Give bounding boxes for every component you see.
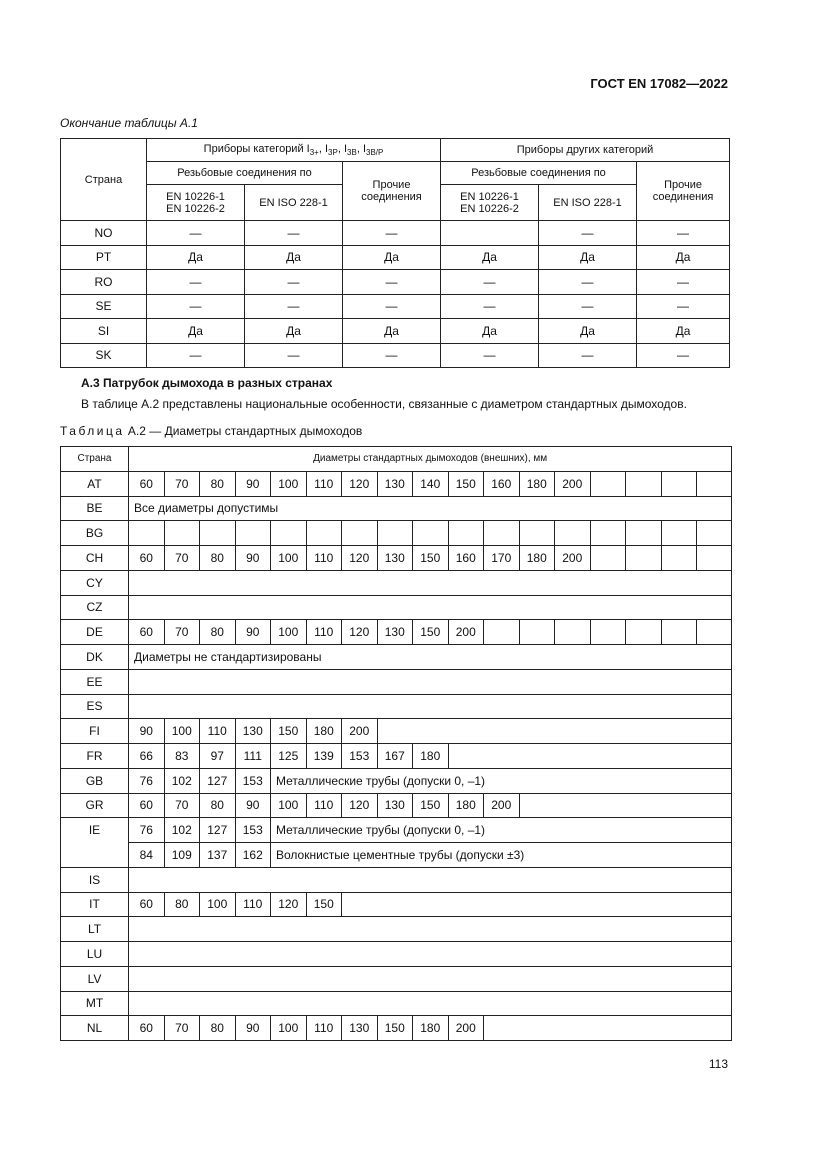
diameter-cell: 150: [413, 620, 449, 645]
diameter-cell: 111: [235, 744, 271, 769]
group1-categories: $I_{3+}$, $I_{3P}$, $I_{3B}$, $I_{3B/P}$: [306, 142, 384, 158]
diameter-cell: 200: [484, 793, 520, 818]
diameter-cell: 110: [306, 620, 342, 645]
value-cell: —: [245, 343, 343, 368]
diameter-cell: 70: [164, 620, 200, 645]
table-a2: [60, 446, 732, 1041]
note-cell: Волокнистые цементные трубы (допуски ±3): [271, 843, 732, 868]
empty-cell: [519, 793, 732, 818]
empty-cell: [626, 546, 662, 571]
diameter-cell: 102: [164, 768, 200, 793]
standard-header: EN 10226-1 EN 10226-2: [441, 185, 539, 221]
diameter-cell: 70: [164, 793, 200, 818]
diameter-cell: 130: [235, 719, 271, 744]
value-cell: Да: [441, 245, 539, 270]
table-row: [61, 546, 732, 571]
diameter-cell: 110: [306, 546, 342, 571]
diameter-cell: 60: [129, 892, 165, 917]
diameter-cell: 76: [129, 768, 165, 793]
diameter-cell: 130: [377, 546, 413, 571]
group1-header: Приборы категорий $I_{3+}$, $I_{3P}$, $I_{3B}$, $I_{3B/P}$: [147, 139, 441, 162]
country-cell: LV: [61, 966, 129, 991]
diameter-cell: 100: [200, 892, 236, 917]
empty-cell: [484, 521, 520, 546]
country-cell: CH: [61, 546, 129, 571]
value-cell: Да: [539, 245, 637, 270]
diameter-cell: 150: [413, 546, 449, 571]
country-cell: LU: [61, 942, 129, 967]
diameter-cell: 66: [129, 744, 165, 769]
empty-cell: [200, 521, 236, 546]
other-connections-header: Прочие соединения: [637, 162, 730, 221]
country-cell: IT: [61, 892, 129, 917]
value-cell: Да: [245, 245, 343, 270]
diameter-cell: 120: [271, 892, 307, 917]
empty-cell: [129, 669, 732, 694]
diameter-cell: 200: [448, 1016, 484, 1041]
standard-header: EN ISO 228-1: [245, 185, 343, 221]
diameter-cell: 110: [306, 471, 342, 496]
diameter-cell: 180: [306, 719, 342, 744]
table-row: [61, 319, 730, 344]
diameter-cell: 125: [271, 744, 307, 769]
table-row: [61, 343, 730, 368]
text-cell: Диаметры не стандартизированы: [129, 645, 732, 670]
diameter-cell: 150: [271, 719, 307, 744]
table-row: [61, 669, 732, 694]
diameter-cell: 80: [164, 892, 200, 917]
country-header: Страна: [61, 447, 129, 472]
value-cell: —: [343, 294, 441, 319]
diameter-cell: 150: [306, 892, 342, 917]
empty-cell: [164, 521, 200, 546]
diameter-cell: 150: [377, 1016, 413, 1041]
diameter-cell: 127: [200, 818, 236, 843]
country-cell: SI: [61, 319, 147, 344]
diameter-cell: 70: [164, 1016, 200, 1041]
empty-cell: [235, 521, 271, 546]
country-cell: FR: [61, 744, 129, 769]
diameter-cell: 140: [413, 471, 449, 496]
value-cell: —: [637, 270, 730, 295]
empty-cell: [661, 521, 697, 546]
diameter-cell: 180: [413, 1016, 449, 1041]
country-cell: RO: [61, 270, 147, 295]
country-cell: DE: [61, 620, 129, 645]
table-row: [61, 620, 732, 645]
empty-cell: [555, 620, 591, 645]
table-row: [61, 917, 732, 942]
value-cell: —: [539, 343, 637, 368]
diameter-cell: 90: [235, 471, 271, 496]
empty-cell: [697, 546, 732, 571]
value-cell: —: [539, 270, 637, 295]
diameter-cell: 100: [271, 546, 307, 571]
table-row: [61, 966, 732, 991]
country-cell: SK: [61, 343, 147, 368]
value-cell: Да: [637, 245, 730, 270]
other-connections-header: Прочие соединения: [343, 162, 441, 221]
diameter-cell: 90: [235, 546, 271, 571]
diameter-cell: 110: [306, 1016, 342, 1041]
diameter-cell: 180: [519, 546, 555, 571]
empty-cell: [484, 1016, 732, 1041]
country-cell: EE: [61, 669, 129, 694]
diameter-cell: 160: [484, 471, 520, 496]
empty-cell: [661, 471, 697, 496]
page-number: 113: [708, 1057, 728, 1071]
diameter-cell: 60: [129, 471, 165, 496]
value-cell: —: [539, 221, 637, 246]
table-row: [61, 1016, 732, 1041]
diameter-cell: 70: [164, 471, 200, 496]
diameter-cell: 200: [342, 719, 378, 744]
empty-cell: [626, 620, 662, 645]
category-symbol: $I_{3B/P}$: [362, 142, 384, 158]
diameter-cell: 153: [235, 818, 271, 843]
diameter-cell: 90: [129, 719, 165, 744]
empty-cell: [271, 521, 307, 546]
value-cell: —: [147, 270, 245, 295]
empty-cell: [129, 694, 732, 719]
empty-cell: [590, 546, 626, 571]
diameter-cell: 162: [235, 843, 271, 868]
diameter-cell: 80: [200, 793, 236, 818]
diameter-cell: 130: [377, 471, 413, 496]
diameter-cell: 80: [200, 1016, 236, 1041]
table-a1-end: [60, 138, 730, 368]
country-cell: GB: [61, 768, 129, 793]
country-cell: ES: [61, 694, 129, 719]
empty-cell: [697, 471, 732, 496]
section-paragraph: В таблице А.2 представлены национальные особенности, связанные с диаметром стандартных дымоходов.: [81, 397, 687, 411]
country-cell: MT: [61, 991, 129, 1016]
empty-cell: [129, 867, 732, 892]
diameter-cell: 100: [164, 719, 200, 744]
country-cell: IS: [61, 867, 129, 892]
empty-cell: [590, 471, 626, 496]
diameter-cell: 153: [235, 768, 271, 793]
diameter-cell: 90: [235, 620, 271, 645]
table-row: [61, 793, 732, 818]
value-cell: —: [147, 294, 245, 319]
country-cell: LT: [61, 917, 129, 942]
empty-cell: [661, 546, 697, 571]
value-cell: —: [245, 294, 343, 319]
diameter-cell: 180: [413, 744, 449, 769]
empty-cell: [519, 521, 555, 546]
value-cell: Да: [539, 319, 637, 344]
table-row: [61, 595, 732, 620]
table-row: [61, 744, 732, 769]
empty-cell: [342, 521, 378, 546]
country-cell: DK: [61, 645, 129, 670]
table-row: [61, 818, 732, 843]
table1-caption: Окончание таблицы А.1: [60, 116, 198, 130]
table-row: [61, 245, 730, 270]
table-row: [61, 867, 732, 892]
diameter-cell: 90: [235, 793, 271, 818]
diameter-cell: 60: [129, 620, 165, 645]
value-cell: [441, 221, 539, 246]
empty-cell: [661, 620, 697, 645]
diameter-cell: 80: [200, 546, 236, 571]
value-cell: —: [245, 270, 343, 295]
country-cell: CZ: [61, 595, 129, 620]
diameter-cell: 127: [200, 768, 236, 793]
value-cell: —: [539, 294, 637, 319]
diameter-cell: 120: [342, 546, 378, 571]
empty-cell: [448, 521, 484, 546]
diameter-cell: 84: [129, 843, 165, 868]
table-row: [61, 768, 732, 793]
empty-cell: [590, 521, 626, 546]
empty-cell: [377, 719, 732, 744]
table-row: [61, 843, 732, 868]
diameter-cell: 130: [342, 1016, 378, 1041]
value-cell: Да: [441, 319, 539, 344]
value-cell: —: [441, 294, 539, 319]
diameter-cell: 150: [448, 471, 484, 496]
diameter-cell: 110: [306, 793, 342, 818]
diameter-cell: 130: [377, 793, 413, 818]
standard-header: EN 10226-1 EN 10226-2: [147, 185, 245, 221]
diameter-cell: 110: [235, 892, 271, 917]
empty-cell: [590, 620, 626, 645]
value-cell: —: [343, 270, 441, 295]
country-cell: SE: [61, 294, 147, 319]
empty-cell: [697, 620, 732, 645]
country-cell: AT: [61, 471, 129, 496]
diameter-cell: 120: [342, 471, 378, 496]
diameter-cell: 100: [271, 1016, 307, 1041]
table-row: [61, 694, 732, 719]
category-symbol: $I_{3P}$: [324, 142, 338, 158]
country-cell: NL: [61, 1016, 129, 1041]
diameter-cell: 100: [271, 793, 307, 818]
table-row: [61, 270, 730, 295]
diameter-cell: 76: [129, 818, 165, 843]
diameter-cell: 102: [164, 818, 200, 843]
empty-cell: [377, 521, 413, 546]
empty-cell: [129, 521, 165, 546]
country-header: Страна: [61, 139, 147, 221]
value-cell: —: [441, 343, 539, 368]
text-cell: Все диаметры допустимы: [129, 496, 732, 521]
diameter-cell: 60: [129, 793, 165, 818]
empty-cell: [129, 966, 732, 991]
diameter-cell: 90: [235, 1016, 271, 1041]
table-row: [61, 294, 730, 319]
diameter-cell: 139: [306, 744, 342, 769]
diameter-cell: 150: [413, 793, 449, 818]
empty-cell: [697, 521, 732, 546]
diameter-cell: 120: [342, 793, 378, 818]
diameters-header: Диаметры стандартных дымоходов (внешних), мм: [129, 447, 732, 472]
country-cell: PT: [61, 245, 147, 270]
empty-cell: [555, 521, 591, 546]
empty-cell: [519, 620, 555, 645]
diameter-cell: 160: [448, 546, 484, 571]
note-cell: Металлические трубы (допуски 0, –1): [271, 818, 732, 843]
empty-cell: [626, 471, 662, 496]
table-row: [61, 991, 732, 1016]
diameter-cell: 120: [342, 620, 378, 645]
diameter-cell: 100: [271, 620, 307, 645]
empty-cell: [484, 620, 520, 645]
diameter-cell: 110: [200, 719, 236, 744]
section-title: А.3 Патрубок дымохода в разных странах: [81, 376, 333, 390]
table-row: [61, 221, 730, 246]
value-cell: —: [343, 221, 441, 246]
diameter-cell: 170: [484, 546, 520, 571]
empty-cell: [129, 991, 732, 1016]
table2-caption: Таблица А.2 — Диаметры стандартных дымоходов: [60, 424, 363, 438]
empty-cell: [342, 892, 732, 917]
diameter-cell: 109: [164, 843, 200, 868]
diameter-cell: 200: [555, 471, 591, 496]
table-row: [61, 719, 732, 744]
diameter-cell: 60: [129, 1016, 165, 1041]
diameter-cell: 130: [377, 620, 413, 645]
empty-cell: [129, 570, 732, 595]
empty-cell: [129, 942, 732, 967]
category-symbol: $I_{3B}$: [343, 142, 357, 158]
country-cell: FI: [61, 719, 129, 744]
group2-header: Приборы других категорий: [441, 139, 730, 162]
document-header: ГОСТ EN 17082—2022: [590, 76, 728, 91]
diameter-cell: 167: [377, 744, 413, 769]
country-cell: GR: [61, 793, 129, 818]
diameter-cell: 70: [164, 546, 200, 571]
diameter-cell: 200: [555, 546, 591, 571]
value-cell: —: [147, 343, 245, 368]
empty-cell: [129, 595, 732, 620]
diameter-cell: 100: [271, 471, 307, 496]
category-symbol: $I_{3+}$: [306, 142, 319, 158]
country-cell: BE: [61, 496, 129, 521]
diameter-cell: 180: [448, 793, 484, 818]
value-cell: Да: [343, 319, 441, 344]
value-cell: Да: [147, 319, 245, 344]
table-row: [61, 521, 732, 546]
diameter-cell: 97: [200, 744, 236, 769]
note-cell: Металлические трубы (допуски 0, –1): [271, 768, 732, 793]
value-cell: —: [441, 270, 539, 295]
country-cell: IE: [61, 818, 129, 868]
diameter-cell: 80: [200, 620, 236, 645]
country-cell: CY: [61, 570, 129, 595]
country-cell: NO: [61, 221, 147, 246]
value-cell: Да: [637, 319, 730, 344]
country-cell: BG: [61, 521, 129, 546]
table-row: [61, 496, 732, 521]
table-row: [61, 892, 732, 917]
table-row: [61, 471, 732, 496]
table-row: [61, 570, 732, 595]
empty-cell: [306, 521, 342, 546]
diameter-cell: 180: [519, 471, 555, 496]
empty-cell: [413, 521, 449, 546]
diameter-cell: 137: [200, 843, 236, 868]
threaded-connections-header: Резьбовые соединения по: [441, 162, 637, 185]
value-cell: —: [147, 221, 245, 246]
empty-cell: [448, 744, 732, 769]
threaded-connections-header: Резьбовые соединения по: [147, 162, 343, 185]
value-cell: —: [637, 343, 730, 368]
empty-cell: [129, 917, 732, 942]
diameter-cell: 153: [342, 744, 378, 769]
value-cell: Да: [245, 319, 343, 344]
diameter-cell: 83: [164, 744, 200, 769]
empty-cell: [626, 521, 662, 546]
table-row: [61, 942, 732, 967]
table-row: [61, 645, 732, 670]
value-cell: —: [637, 221, 730, 246]
standard-header: EN ISO 228-1: [539, 185, 637, 221]
value-cell: —: [343, 343, 441, 368]
diameter-cell: 60: [129, 546, 165, 571]
diameter-cell: 200: [448, 620, 484, 645]
value-cell: Да: [147, 245, 245, 270]
value-cell: —: [245, 221, 343, 246]
value-cell: Да: [343, 245, 441, 270]
diameter-cell: 80: [200, 471, 236, 496]
value-cell: —: [637, 294, 730, 319]
